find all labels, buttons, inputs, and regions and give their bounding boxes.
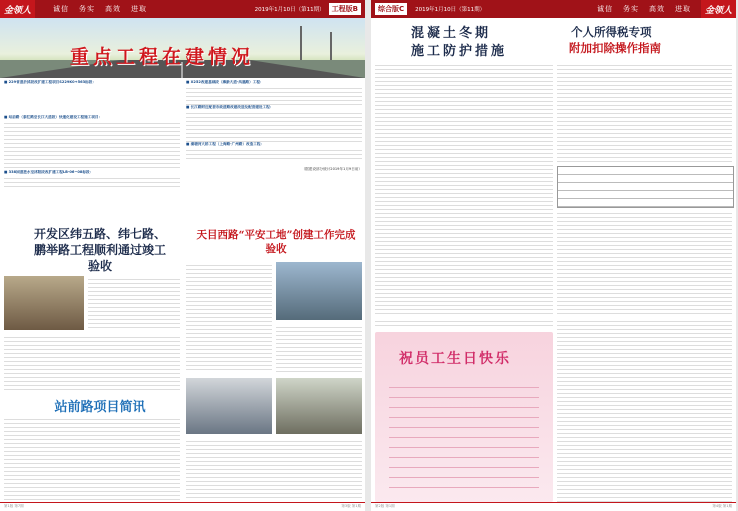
- logo: 金领人: [701, 0, 736, 18]
- project-heading: ■ X252改建基础段（滩新大道-凤凰路）工程：: [186, 80, 264, 84]
- tax-title-line2: 附加扣除操作指南: [569, 41, 661, 55]
- logo: 金领人: [0, 0, 35, 18]
- tax-table: [557, 166, 734, 208]
- article3-text: [186, 438, 362, 500]
- project-text: [186, 110, 362, 142]
- footer-left: 第2版 第1期: [375, 504, 395, 508]
- data-note: （据建设部分统计2019年1月9日前）: [301, 167, 362, 171]
- project-text: [4, 85, 180, 115]
- slogan: 诚信: [53, 5, 70, 13]
- project-text: [186, 85, 362, 105]
- project-heading: ■ 338国道涟水至沭阳段改扩建工程LB-06~08标段：: [4, 170, 94, 174]
- banner: [0, 18, 365, 78]
- worker-photo: [186, 378, 272, 434]
- newspaper-page-right: [371, 0, 736, 511]
- tax-title-line1: 个人所得税专项: [571, 25, 652, 39]
- footer-right: 第4版 第1期: [712, 504, 732, 508]
- newspaper-page-left: [0, 0, 365, 511]
- article3-text: [4, 416, 180, 500]
- issue-date: 2019年1月10日（第11期）: [254, 7, 325, 13]
- article1-text: [88, 276, 180, 330]
- slogan: 进取: [131, 5, 148, 13]
- article1-text: [4, 334, 180, 390]
- birthday-names: [389, 378, 539, 488]
- slogans: [53, 4, 147, 14]
- projects-column-2: [186, 80, 362, 216]
- article2-text: [276, 324, 362, 372]
- page-footer: [0, 502, 365, 511]
- issue-date: 2019年1月10日（第11期）: [415, 7, 486, 13]
- project-heading: ■ 站前路（泰红路至长江大道段）快速化建设工程施工项目：: [4, 115, 103, 119]
- birthday-title: 祝员工生日快乐: [399, 351, 511, 367]
- article1-title: 开发区纬五路、纬七路、鹏举路工程顺利通过竣工验收: [33, 227, 166, 273]
- project-text: [186, 147, 362, 161]
- tax-article-text: [557, 62, 732, 162]
- slogans: [597, 4, 691, 14]
- concrete-article-text: [375, 62, 553, 314]
- slogan: 高效: [648, 5, 665, 13]
- concrete-article-text: [375, 318, 553, 328]
- team-photo: [276, 378, 362, 434]
- slogan: 高效: [105, 5, 122, 13]
- slogan: 务实: [79, 5, 96, 13]
- footer-right: 第3版 第1期: [341, 504, 361, 508]
- project-heading: ■ 长江路附近配套市政道路改建改造及配套建设工程：: [186, 105, 274, 109]
- masthead-left: [0, 0, 365, 18]
- section-badge: 工程版B: [329, 3, 361, 15]
- project-text: [4, 175, 180, 189]
- slogan: 务实: [622, 5, 639, 13]
- projects-column-1: [4, 80, 180, 216]
- footer-left: 第1版 第7期: [4, 504, 24, 508]
- article3-title: 站前路项目简讯: [54, 400, 146, 415]
- meeting-photo: [4, 276, 84, 330]
- article2-text: [186, 262, 272, 372]
- project-text: [4, 120, 180, 170]
- concrete-title-line1: 混凝土冬期: [411, 26, 492, 41]
- slogan: 进取: [674, 5, 691, 13]
- article2-title: 天目西路“平安工地”创建工作完成验收: [196, 229, 356, 255]
- section-badge: 综合版C: [375, 3, 407, 15]
- tax-article-text: [557, 318, 732, 502]
- page-footer: [371, 502, 736, 511]
- birthday-card: [375, 332, 553, 502]
- project-heading: ■ 秦塘河大桥工程（上海路-广州路）改造工程：: [186, 142, 265, 146]
- banner-title: 重点工程在建情况: [70, 46, 255, 68]
- concrete-title-line2: 施工防护措施: [411, 44, 508, 59]
- site-photo: [276, 262, 362, 320]
- project-heading: ■ 229省道沂沭段改扩建工程项目S229K0+563标段：: [4, 80, 96, 84]
- slogan: 诚信: [596, 5, 613, 13]
- tax-article-text: [557, 210, 732, 314]
- masthead-right: [371, 0, 736, 18]
